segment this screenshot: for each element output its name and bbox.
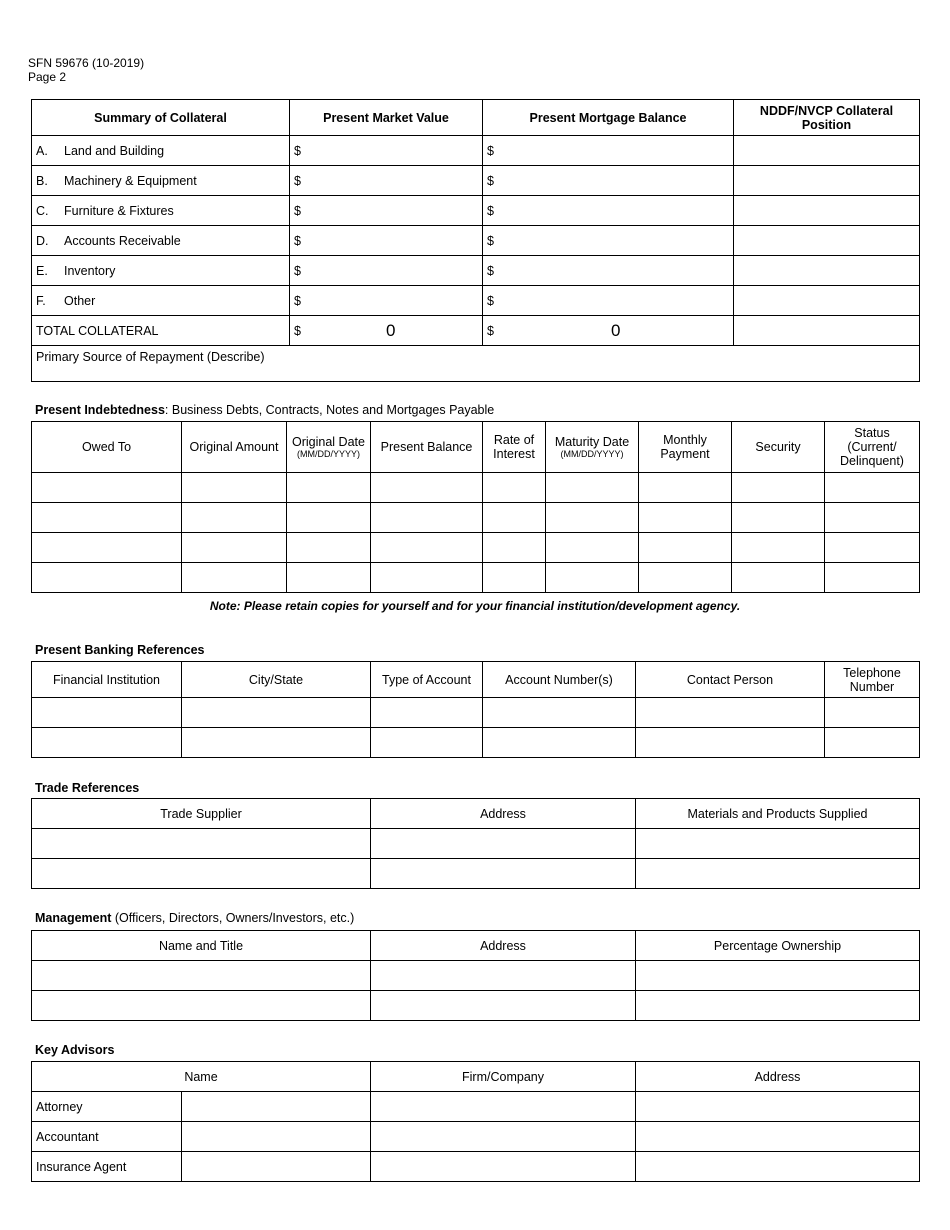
market-value-field[interactable]: $: [290, 226, 483, 256]
indebtedness-header-original-date: Original Date (MM/DD/YYYY): [287, 422, 371, 473]
indebtedness-header-rate: Rate of Interest: [483, 422, 546, 473]
collateral-position-field[interactable]: [734, 136, 920, 166]
advisor-role: Attorney: [32, 1092, 182, 1122]
market-value-field[interactable]: $: [290, 286, 483, 316]
collateral-header-summary: Summary of Collateral: [32, 100, 290, 136]
collateral-position-field[interactable]: [734, 166, 920, 196]
indebtedness-header-security: Security: [732, 422, 825, 473]
form-number: SFN 59676 (10-2019): [28, 56, 145, 70]
collateral-header-position: NDDF/NVCP Collateral Position: [734, 100, 920, 136]
market-value-field[interactable]: $: [290, 136, 483, 166]
banking-header-city-state: City/State: [182, 662, 371, 698]
banking-title: Present Banking References: [35, 643, 205, 657]
indebtedness-header-status: Status (Current/ Delinquent): [825, 422, 920, 473]
total-mortgage-balance-field[interactable]: $ 0: [483, 316, 734, 346]
trade-header-supplier: Trade Supplier: [32, 799, 371, 829]
collateral-letter: F.: [36, 293, 46, 308]
indebtedness-row: [32, 473, 920, 503]
total-mortgage-balance: 0: [611, 321, 621, 340]
indebtedness-row: [32, 563, 920, 593]
collateral-header-mortgage: Present Mortgage Balance: [483, 100, 734, 136]
collateral-letter: A.: [36, 143, 48, 158]
collateral-label: Land and Building: [64, 143, 165, 158]
mortgage-balance-field[interactable]: $: [483, 196, 734, 226]
collateral-label: Accounts Receivable: [64, 233, 181, 248]
advisors-title: Key Advisors: [35, 1043, 115, 1057]
repayment-source-field[interactable]: [32, 346, 920, 382]
advisor-row: [32, 1122, 920, 1152]
banking-row: [32, 728, 920, 758]
banking-header-telephone: Telephone Number: [825, 662, 920, 698]
market-value-field[interactable]: $: [290, 196, 483, 226]
total-collateral-label: TOTAL COLLATERAL: [32, 316, 290, 346]
indebtedness-header-maturity-date: Maturity Date (MM/DD/YYYY): [546, 422, 639, 473]
mortgage-balance-field[interactable]: $: [483, 166, 734, 196]
retention-note: Note: Please retain copies for yourself and for your financial institution/development agency.: [209, 599, 741, 613]
trade-header-materials: Materials and Products Supplied: [636, 799, 920, 829]
indebtedness-header-original-amount: Original Amount: [182, 422, 287, 473]
management-header-address: Address: [371, 931, 636, 961]
advisor-role: Accountant: [32, 1122, 182, 1152]
indebtedness-table: [31, 421, 920, 593]
indebtedness-title: Present Indebtedness: Business Debts, Contracts, Notes and Mortgages Payable: [35, 403, 495, 417]
banking-table: [31, 661, 920, 758]
management-table: [31, 930, 920, 1021]
collateral-label: Furniture & Fixtures: [64, 203, 174, 218]
collateral-row: [32, 256, 920, 286]
management-row: [32, 991, 920, 1021]
market-value-field[interactable]: $: [290, 166, 483, 196]
indebtedness-header-owed-to: Owed To: [32, 422, 182, 473]
total-market-value-field[interactable]: $ 0: [290, 316, 483, 346]
advisors-table: [31, 1061, 920, 1182]
advisors-header-name: Name: [32, 1062, 371, 1092]
collateral-header-market: Present Market Value: [290, 100, 483, 136]
trade-header-address: Address: [371, 799, 636, 829]
mortgage-balance-field[interactable]: $: [483, 136, 734, 166]
collateral-row: [32, 166, 920, 196]
banking-header-account-type: Type of Account: [371, 662, 483, 698]
advisor-row: [32, 1092, 920, 1122]
collateral-label: Inventory: [64, 263, 116, 278]
repayment-source-label: Primary Source of Repayment (Describe): [36, 350, 265, 364]
form-header: [28, 56, 144, 84]
total-market-value: 0: [386, 321, 396, 340]
collateral-position-field[interactable]: [734, 286, 920, 316]
indebtedness-header-monthly-payment: Monthly Payment: [639, 422, 732, 473]
collateral-row: [32, 136, 920, 166]
banking-header-contact: Contact Person: [636, 662, 825, 698]
collateral-label: Machinery & Equipment: [64, 173, 197, 188]
advisor-role: Insurance Agent: [32, 1152, 182, 1182]
management-header-name-title: Name and Title: [32, 931, 371, 961]
total-collateral-row: [32, 316, 920, 346]
mortgage-balance-field[interactable]: $: [483, 226, 734, 256]
collateral-letter: E.: [36, 263, 48, 278]
mortgage-balance-field[interactable]: $: [483, 256, 734, 286]
indebtedness-row: [32, 503, 920, 533]
collateral-position-field[interactable]: [734, 196, 920, 226]
collateral-table: [31, 99, 920, 382]
advisor-row: [32, 1152, 920, 1182]
trade-title: Trade References: [35, 781, 140, 795]
trade-row: [32, 859, 920, 889]
management-title: Management (Officers, Directors, Owners/Investors, etc.): [35, 911, 355, 925]
page-number: Page 2: [28, 70, 67, 84]
indebtedness-header-present-balance: Present Balance: [371, 422, 483, 473]
collateral-letter: B.: [36, 173, 48, 188]
banking-header-account-number: Account Number(s): [483, 662, 636, 698]
advisors-header-address: Address: [636, 1062, 920, 1092]
mortgage-balance-field[interactable]: $: [483, 286, 734, 316]
advisors-header-firm: Firm/Company: [371, 1062, 636, 1092]
collateral-letter: C.: [36, 203, 49, 218]
banking-header-institution: Financial Institution: [32, 662, 182, 698]
collateral-letter: D.: [36, 233, 49, 248]
management-header-ownership: Percentage Ownership: [636, 931, 920, 961]
market-value-field[interactable]: $: [290, 256, 483, 286]
trade-table: [31, 798, 920, 889]
indebtedness-row: [32, 533, 920, 563]
trade-row: [32, 829, 920, 859]
collateral-position-field[interactable]: [734, 226, 920, 256]
total-position-field[interactable]: [734, 316, 920, 346]
management-row: [32, 961, 920, 991]
collateral-row: [32, 196, 920, 226]
collateral-position-field[interactable]: [734, 256, 920, 286]
collateral-row: [32, 226, 920, 256]
banking-row: [32, 698, 920, 728]
collateral-row: [32, 286, 920, 316]
collateral-label: Other: [64, 293, 96, 308]
